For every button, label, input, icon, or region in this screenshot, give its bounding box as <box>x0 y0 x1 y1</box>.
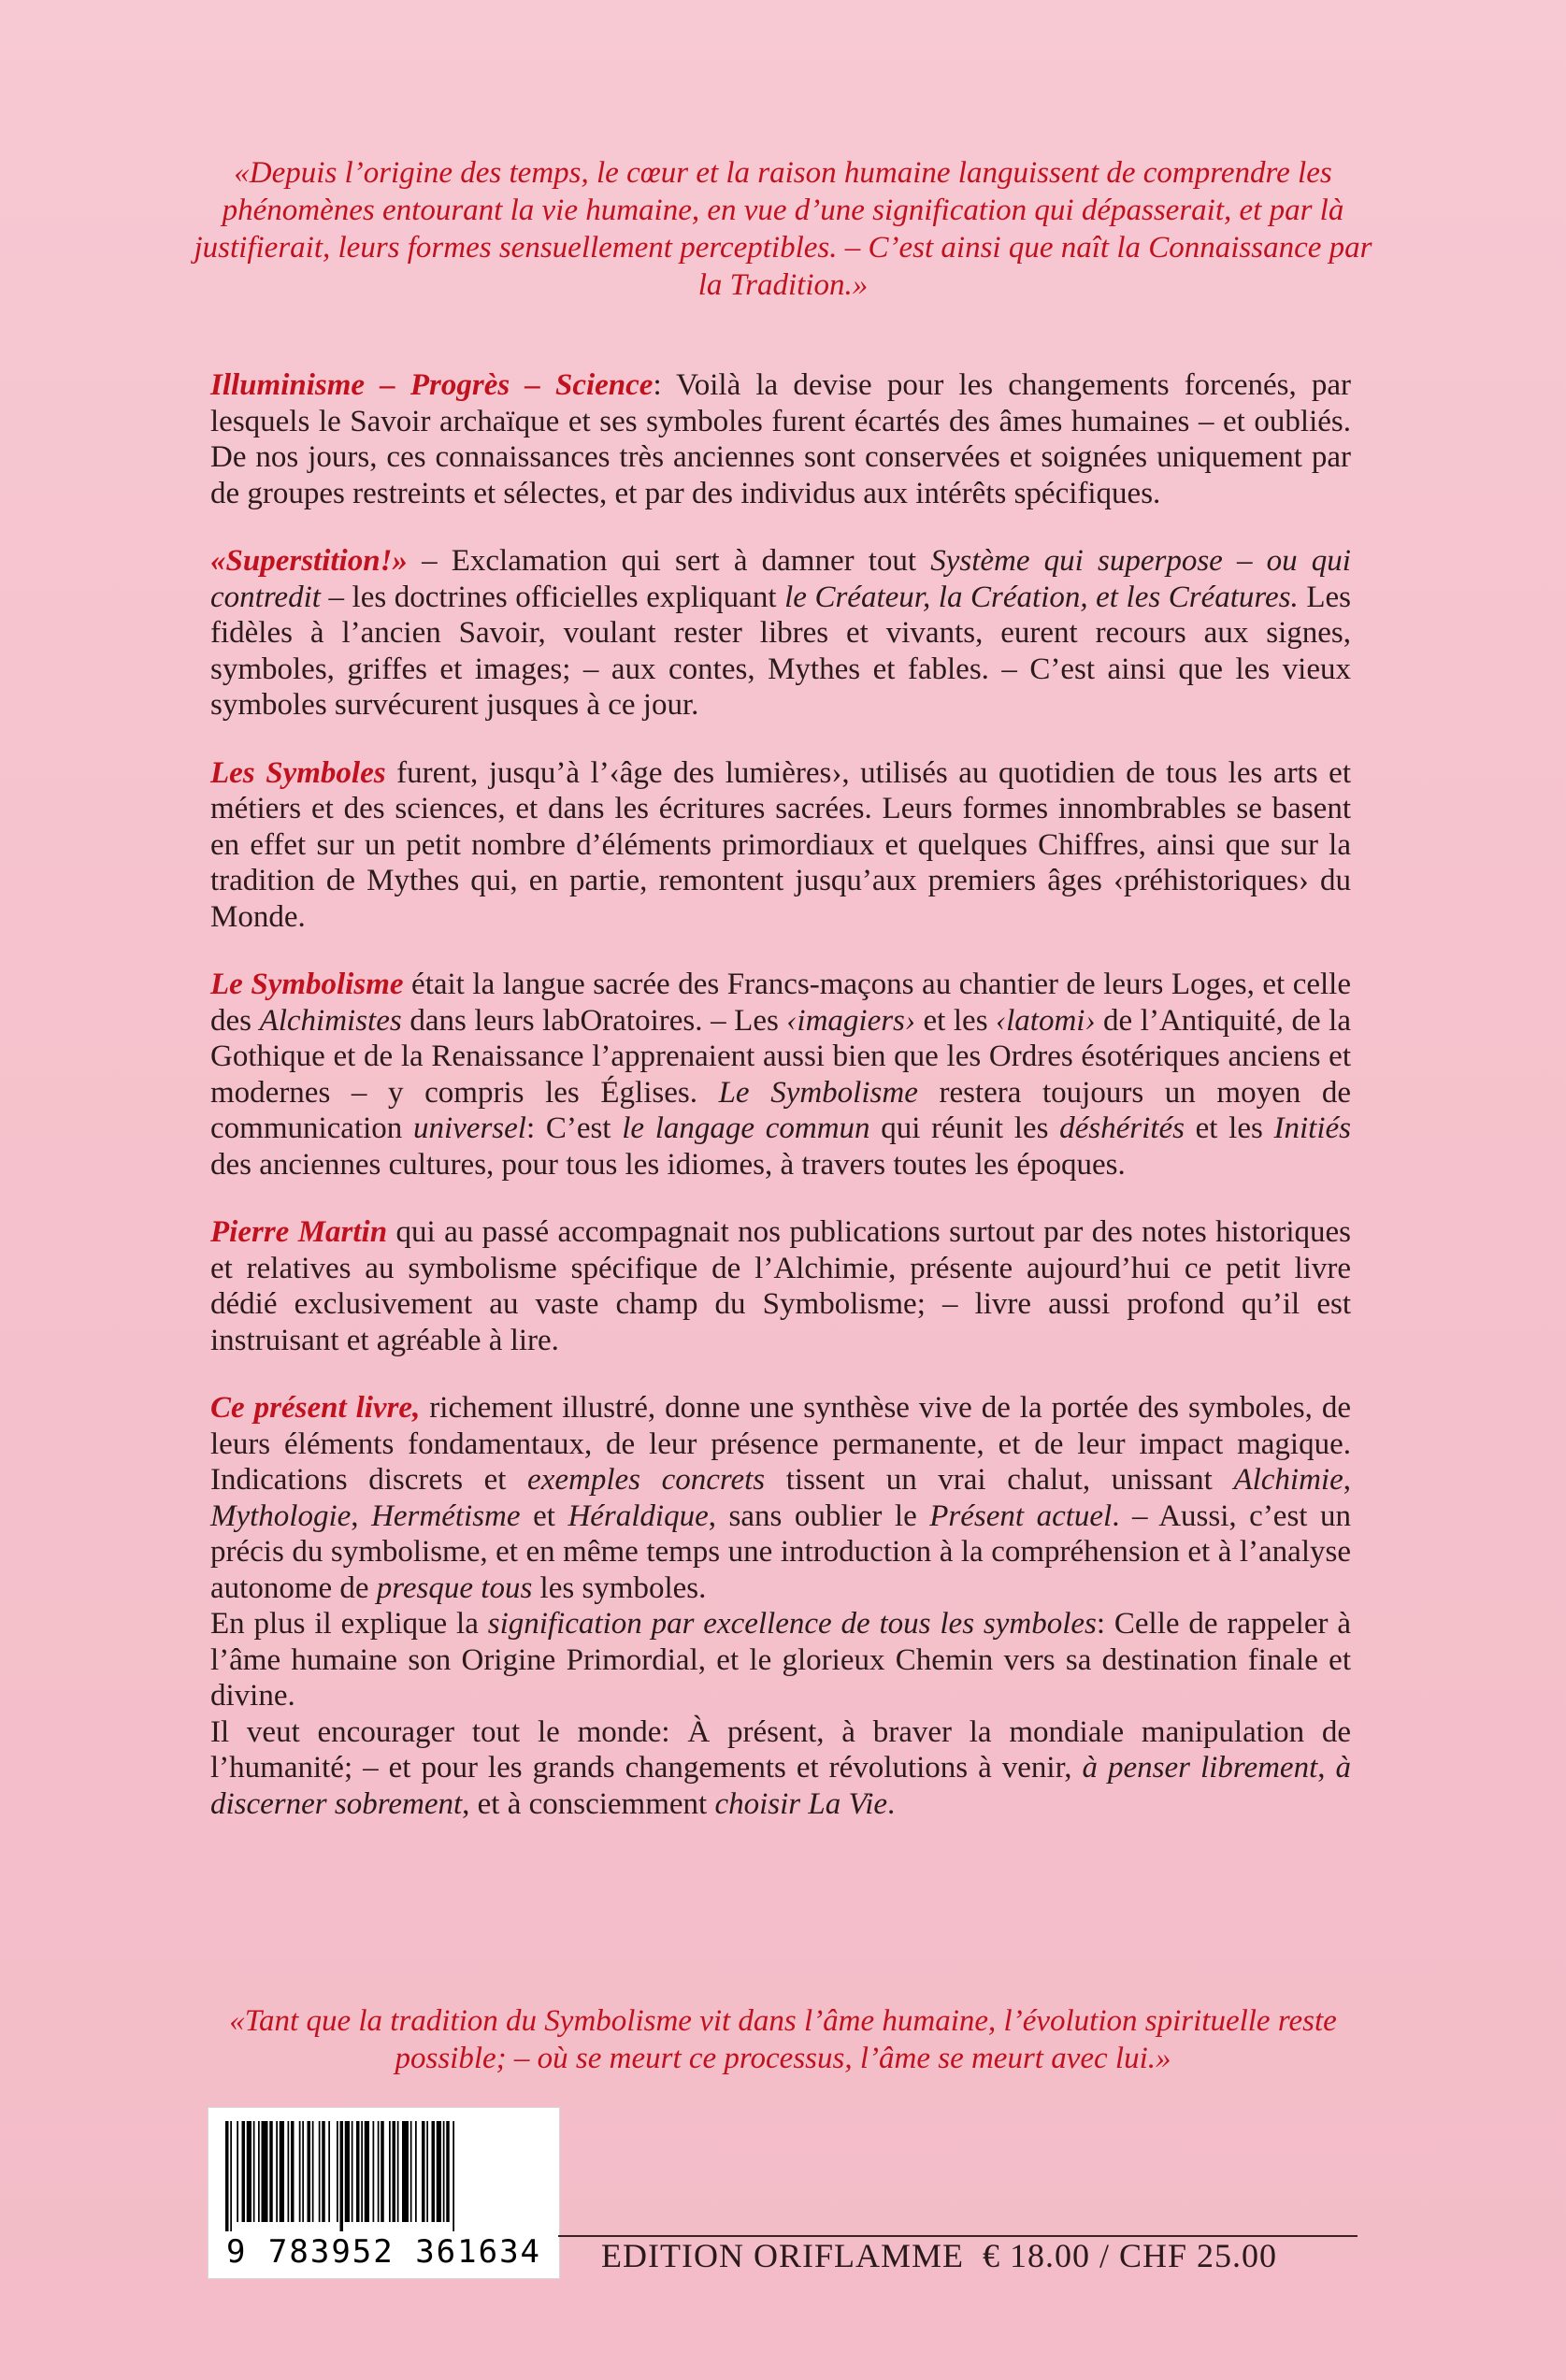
barcode-bar <box>280 2121 284 2222</box>
paragraph-text: dans leurs labOratoires. – Les <box>401 1003 787 1038</box>
paragraph-text: , <box>351 1498 372 1533</box>
italic-phrase: universel <box>412 1111 526 1145</box>
paragraph-illuminisme <box>210 367 1351 511</box>
paragraph-text: des anciennes cultures, pour tous les idiomes, à travers toutes les époques. <box>210 1147 1126 1182</box>
publisher-name: EDITION ORIFLAMME <box>601 2237 964 2274</box>
paragraph-lead: Pierre Martin <box>210 1215 388 1249</box>
paragraph-text: : Celle de rappeler à l’âme humaine son Origine Primordial, et le glorieux Chemin vers sa destination finale et divine. <box>210 1607 1351 1713</box>
barcode-bar <box>378 2121 380 2222</box>
barcode-bar <box>453 2121 454 2231</box>
italic-phrase: ‹imagiers› <box>786 1003 915 1038</box>
italic-phrase: presque tous <box>376 1570 533 1605</box>
paragraph-text: : Voilà la devise pour les changements forcenés, par lesquels le Savoir archaïque et ses symboles furent écartés des âmes humaines – et oubliés. De nos jours, ces connaissances très anciennes sont conservées et soignées uniquement par de groupes restreints et sélectes, et par des individus aux intérêts spécifiques. <box>210 368 1351 510</box>
italic-phrase: Hermétisme <box>371 1498 521 1533</box>
paragraph-text: , <box>1317 1751 1336 1785</box>
barcode-bar <box>352 2121 353 2222</box>
barcode-bar <box>397 2121 399 2222</box>
barcode-bar <box>242 2121 246 2222</box>
paragraph-ce-present-livre <box>210 1390 1351 1606</box>
paragraph-text: En plus il explique la <box>210 1607 488 1641</box>
italic-phrase: Héraldique <box>567 1498 709 1533</box>
paragraph-text: et les <box>914 1003 997 1038</box>
barcode-bar <box>415 2121 417 2222</box>
italic-phrase: Le Symbolisme <box>718 1075 918 1110</box>
barcode-bar <box>299 2121 301 2222</box>
italic-phrase: choisir La Vie <box>714 1786 888 1821</box>
barcode-bar <box>328 2121 330 2222</box>
barcode-bar <box>337 2121 338 2222</box>
barcode-bar <box>345 2121 350 2222</box>
barcode-bar <box>365 2121 369 2222</box>
paragraph-lead: Illuminisme – Progrès – Science <box>210 368 654 402</box>
paragraph-superstition <box>210 543 1351 724</box>
paragraph-text: furent, jusqu’à l’‹âge des lumières›, utilisés au quotidien de tous les arts et métiers et des sciences, et dans les écritures sacrées. Leurs formes innombrables se basent en effet sur un petit nombre d’éléments primordiaux et quelques Chiffres, ainsi que sur la tradition de Mythes qui, en partie, remontent jusqu’aux premiers âges ‹préhistoriques› du Monde. <box>210 755 1351 934</box>
paragraph-les-symboles <box>210 755 1351 936</box>
paragraph-text: Les fidèles à l’ancien Savoir, voulant rester libres et vivants, eurent recours aux signes, symboles, griffes et images; – aux contes, Mythes et fables. – C’est ainsi que les vieux symboles survécurent jusques à ce jour. <box>210 580 1351 722</box>
paragraph-pierre-martin <box>210 1214 1351 1358</box>
barcode-bar <box>432 2121 436 2222</box>
barcode-bar <box>426 2121 428 2222</box>
barcode-bar <box>276 2121 278 2222</box>
isbn-barcode <box>208 2107 560 2279</box>
italic-phrase: déshérités <box>1059 1111 1185 1145</box>
barcode-bar <box>437 2121 441 2222</box>
barcode-bar <box>422 2121 425 2222</box>
barcode-bar <box>356 2121 360 2222</box>
italic-phrase: Initiés <box>1273 1111 1351 1145</box>
barcode-bar <box>225 2121 229 2231</box>
italic-phrase: Système qui superpose – ou qui contredit <box>210 544 1351 614</box>
paragraph-text: – Exclamation qui sert à damner tout <box>407 544 931 578</box>
barcode-bar <box>446 2121 450 2222</box>
paragraph-text: richement illustré, donne une synthèse vive de la portée des symboles, de leurs éléments fondamentaux, de leur présence permanente, et de leur impact magique. Indications discrets et <box>210 1391 1351 1497</box>
paragraph-text: qui au passé accompagnait nos publications surtout par des notes historiques et relatives au symbolisme spécifique de l’Alchimie, présente aujourd’hui ce petit livre dédié exclusivement au vaste champ du Symbolisme; – livre aussi profond qu’il est instruisant et agréable à lire. <box>210 1215 1351 1357</box>
paragraph-lead: Ce présent livre, <box>210 1391 421 1425</box>
paragraph-text: . <box>887 1786 896 1821</box>
paragraph-lead: Les Symboles <box>210 755 386 790</box>
italic-phrase: le langage commun <box>622 1111 870 1145</box>
paragraph-text: , sans oublier le <box>708 1498 930 1533</box>
barcode-bar <box>322 2121 325 2222</box>
paragraph-text: . – Aussi, c’est un précis du symbolisme, et en même temps une introduction à la compréhension et à l’analyse autonome de <box>210 1498 1351 1605</box>
italic-phrase: exemples concrets <box>527 1463 766 1497</box>
barcode-bar <box>402 2121 409 2222</box>
italic-phrase: Alchimie <box>1233 1463 1343 1497</box>
paragraph-le-symbolisme <box>210 967 1351 1183</box>
italic-phrase: à penser librement <box>1082 1751 1318 1785</box>
barcode-bar <box>308 2121 311 2222</box>
paragraph-text: tissent un vrai chalut, unissant <box>765 1463 1234 1497</box>
price-label: € 18.00 / CHF 25.00 <box>982 2237 1278 2274</box>
barcode-bar <box>253 2121 255 2222</box>
paragraph-lead: Le Symbolisme <box>210 968 404 1001</box>
barcode-bar <box>340 2121 344 2231</box>
paragraph-il-veut <box>210 1714 1351 1823</box>
italic-phrase: ‹latomi› <box>996 1003 1096 1038</box>
barcode-bar <box>389 2121 391 2222</box>
isbn-number: 9 783952 361634 <box>225 2233 542 2271</box>
barcode-bar <box>443 2121 445 2222</box>
footer-publisher-price <box>601 2236 1296 2275</box>
opening-quote: «Depuis l’origine des temps, le cœur et la raison humaine languissent de comprendre les phénomènes entourant la vie humaine, en vue d’une signification qui dépasserait, et par là justifierait, leurs formes sensuellement perceptibles. – C’est ainsi que naît la Connaissance par la Tradition.» <box>194 156 1372 302</box>
italic-phrase: Présent actuel <box>929 1498 1113 1533</box>
barcode-bar <box>312 2121 314 2222</box>
italic-phrase: à discerner sobrement <box>210 1751 1351 1821</box>
barcode-bars <box>223 2121 544 2231</box>
italic-phrase: Mythologie <box>210 1498 352 1533</box>
barcode-bar <box>237 2121 238 2222</box>
barcode-bar <box>393 2121 396 2222</box>
paragraph-text: , <box>1343 1463 1351 1497</box>
barcode-bar <box>361 2121 363 2222</box>
paragraph-text: et <box>520 1498 568 1533</box>
paragraph-text: : C’est <box>525 1111 623 1145</box>
barcode-bar <box>247 2121 251 2222</box>
barcode-bar <box>288 2121 290 2222</box>
barcode-bar <box>258 2121 260 2222</box>
blurb-body <box>210 367 1351 1822</box>
paragraph-text: qui réunit les <box>869 1111 1060 1145</box>
barcode-bar <box>410 2121 412 2222</box>
paragraph-en-plus <box>210 1606 1351 1714</box>
barcode-bar <box>319 2121 321 2222</box>
paragraph-text: Il veut encourager tout le monde: À présent, à braver la mondiale manipulation de l’humanité; – et pour les grands changements et révolutions à venir, <box>210 1714 1351 1785</box>
italic-phrase: signification par excellence de tous les symboles <box>487 1607 1097 1641</box>
paragraph-text: de l’Antiquité, de la Gothique et de la Renaissance l’apprenaient aussi bien que les Ordres ésotériques anciens et modernes – y compris les Églises. <box>210 1003 1351 1110</box>
barcode-bar <box>269 2121 273 2222</box>
barcode-bar <box>373 2121 375 2222</box>
paragraph-text: , et à consciemment <box>462 1786 715 1821</box>
paragraph-text: restera toujours un moyen de communication <box>210 1075 1352 1145</box>
paragraph-text: – les doctrines officielles expliquant <box>320 580 785 614</box>
italic-phrase: le Créateur, la Création, et les Créatures. <box>784 580 1299 614</box>
barcode-bar <box>381 2121 384 2222</box>
paragraph-text: et les <box>1184 1111 1274 1145</box>
barcode-bar <box>302 2121 304 2222</box>
barcode-bar <box>291 2121 295 2222</box>
paragraph-text: était la langue sacrée des Francs-maçons au chantier de leurs Loges, et celle des <box>210 968 1351 1038</box>
paragraph-text: les symboles. <box>532 1570 707 1605</box>
barcode-bar <box>262 2121 268 2222</box>
barcode-bar <box>230 2121 232 2231</box>
closing-quote: «Tant que la tradition du Symbolisme vit dans l’âme humaine, l’évolution spirituelle reste possible; – où se meurt ce processus, l’âme se meurt avec lui.» <box>229 2004 1337 2075</box>
italic-phrase: Alchimistes <box>259 1003 402 1038</box>
paragraph-lead: «Superstition!» <box>210 544 408 578</box>
